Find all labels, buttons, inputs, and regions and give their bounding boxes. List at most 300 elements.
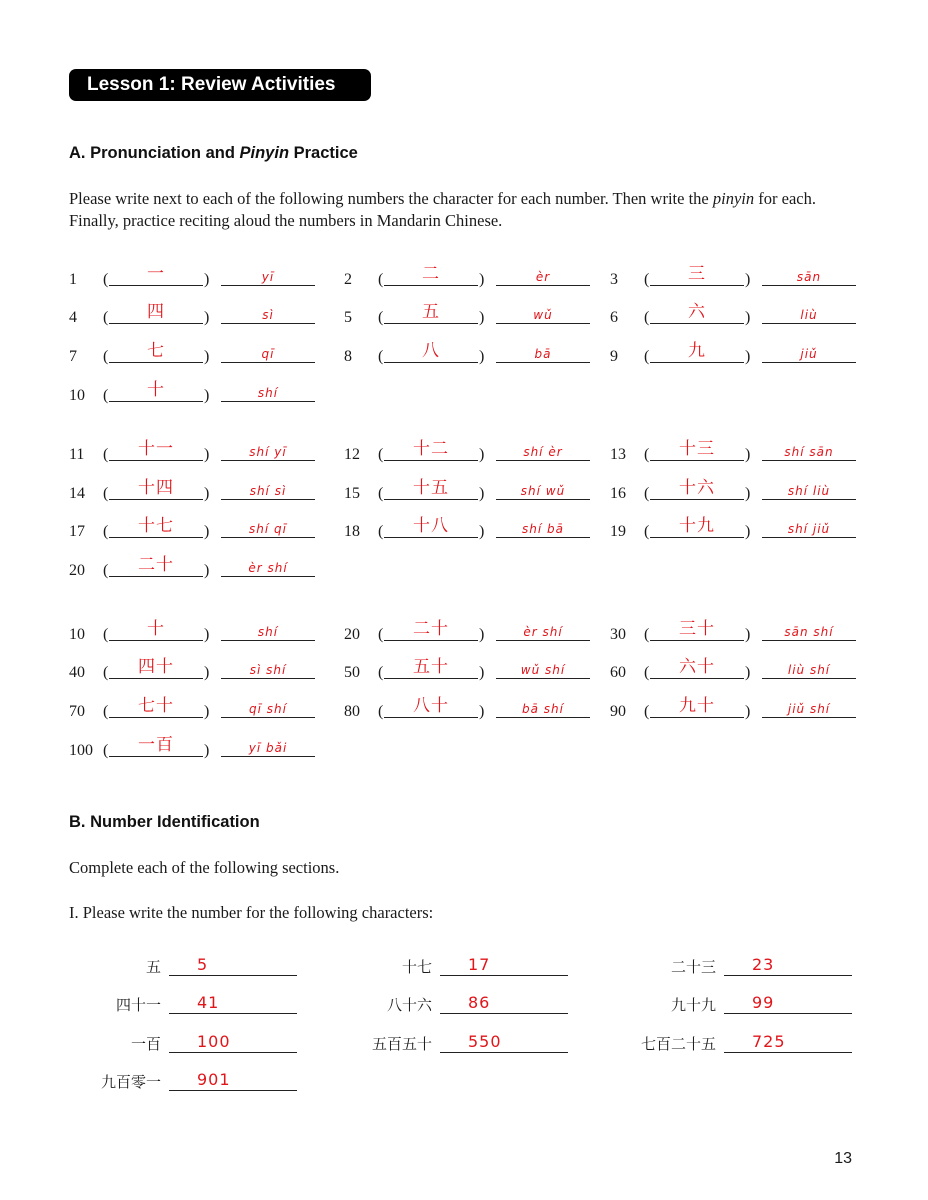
item-number: 8 bbox=[344, 348, 352, 365]
exercise-item bbox=[69, 658, 319, 682]
character-answer-field[interactable] bbox=[384, 696, 478, 718]
character-answer: 十一 bbox=[138, 439, 174, 459]
open-paren: ( bbox=[644, 271, 650, 288]
exercise-item bbox=[610, 517, 860, 541]
open-paren: ( bbox=[103, 626, 109, 643]
character-answer: 十二 bbox=[413, 439, 449, 459]
part-1-label: I. Please write the number for the following characters: bbox=[69, 903, 434, 922]
pinyin-answer: shí jiǔ bbox=[787, 522, 831, 536]
character-answer-field[interactable] bbox=[384, 302, 478, 324]
pinyin-answer: sān bbox=[796, 270, 822, 284]
character-answer: 十四 bbox=[138, 478, 174, 498]
exercise-item bbox=[610, 697, 860, 721]
item-number: 1 bbox=[69, 271, 77, 288]
pinyin-answer-field[interactable] bbox=[221, 439, 315, 461]
chinese-number-prompt: 四十一 bbox=[115, 996, 161, 1014]
pinyin-answer-field[interactable] bbox=[221, 735, 315, 757]
item-number: 13 bbox=[610, 446, 626, 463]
pinyin-answer: liù bbox=[800, 308, 818, 322]
close-paren: ) bbox=[479, 446, 485, 463]
exercise-item bbox=[69, 303, 319, 327]
number-answer: 99 bbox=[752, 993, 775, 1012]
item-number: 70 bbox=[69, 703, 85, 720]
character-answer-field[interactable] bbox=[109, 516, 203, 538]
pinyin-answer: shí èr bbox=[523, 445, 563, 459]
pinyin-answer: sì shí bbox=[249, 663, 287, 677]
chinese-number-prompt: 五百五十 bbox=[371, 1035, 432, 1053]
chinese-number-prompt: 十七 bbox=[401, 958, 432, 976]
character-answer-field[interactable] bbox=[109, 619, 203, 641]
chinese-number-prompt: 九十九 bbox=[670, 996, 716, 1014]
pinyin-answer-field[interactable] bbox=[762, 619, 856, 641]
number-answer-field[interactable] bbox=[724, 990, 852, 1014]
chinese-number-prompt: 五 bbox=[145, 958, 161, 976]
character-answer: 八 bbox=[422, 341, 440, 361]
character-answer-field[interactable] bbox=[384, 439, 478, 461]
character-answer-field[interactable] bbox=[109, 341, 203, 363]
lesson-title: Lesson 1: Review Activities bbox=[87, 74, 336, 95]
close-paren: ) bbox=[745, 446, 751, 463]
close-paren: ) bbox=[204, 703, 210, 720]
pinyin-answer: jiǔ shí bbox=[787, 702, 831, 716]
exercise-item bbox=[344, 658, 594, 682]
pinyin-answer: shí yī bbox=[249, 445, 287, 459]
item-number: 17 bbox=[69, 523, 85, 540]
exercise-item bbox=[69, 697, 319, 721]
character-answer-field[interactable] bbox=[384, 341, 478, 363]
number-answer-field[interactable] bbox=[724, 952, 852, 976]
item-number: 5 bbox=[344, 309, 352, 326]
close-paren: ) bbox=[204, 742, 210, 759]
identification-item bbox=[67, 1068, 297, 1094]
pinyin-answer-field[interactable] bbox=[496, 341, 590, 363]
open-paren: ( bbox=[103, 742, 109, 759]
instructions-part-2: for each. Finally, practice reciting aloud the numbers in Mandarin Chinese. bbox=[69, 189, 816, 230]
character-answer: 八十 bbox=[413, 696, 449, 716]
character-answer: 十八 bbox=[413, 516, 449, 536]
exercise-row bbox=[0, 265, 928, 289]
close-paren: ) bbox=[204, 664, 210, 681]
identification-item bbox=[622, 1030, 852, 1056]
close-paren: ) bbox=[479, 271, 485, 288]
instructions-part-1: Please write next to each of the following numbers the character for each number. Then write the bbox=[69, 189, 713, 208]
item-number: 10 bbox=[69, 387, 85, 404]
character-answer: 一 bbox=[147, 264, 165, 284]
open-paren: ( bbox=[103, 387, 109, 404]
pinyin-answer: qī shí bbox=[249, 702, 287, 716]
open-paren: ( bbox=[103, 664, 109, 681]
number-answer: 41 bbox=[197, 993, 220, 1012]
item-number: 80 bbox=[344, 703, 360, 720]
character-answer-field[interactable] bbox=[384, 657, 478, 679]
pinyin-answer: èr shí bbox=[248, 561, 288, 575]
close-paren: ) bbox=[745, 309, 751, 326]
character-answer: 十九 bbox=[679, 516, 715, 536]
exercise-item bbox=[610, 342, 860, 366]
character-answer: 四 bbox=[147, 302, 165, 322]
exercise-item bbox=[69, 736, 319, 760]
character-answer: 二 bbox=[422, 264, 440, 284]
exercise-item bbox=[69, 381, 319, 405]
close-paren: ) bbox=[479, 664, 485, 681]
pinyin-answer-field[interactable] bbox=[221, 696, 315, 718]
item-number: 20 bbox=[69, 562, 85, 579]
open-paren: ( bbox=[644, 348, 650, 365]
pinyin-answer-field[interactable] bbox=[762, 302, 856, 324]
character-answer-field[interactable] bbox=[109, 380, 203, 402]
character-answer: 十六 bbox=[679, 478, 715, 498]
number-answer: 17 bbox=[468, 955, 491, 974]
number-answer-field[interactable] bbox=[169, 990, 297, 1014]
character-answer: 五 bbox=[422, 302, 440, 322]
pinyin-answer-field[interactable] bbox=[762, 341, 856, 363]
pinyin-answer: shí wǔ bbox=[520, 484, 566, 498]
pinyin-answer: bā bbox=[534, 347, 552, 361]
exercise-item bbox=[69, 342, 319, 366]
identification-item bbox=[338, 991, 568, 1017]
section-a-heading bbox=[69, 144, 358, 163]
open-paren: ( bbox=[103, 309, 109, 326]
character-answer-field[interactable] bbox=[109, 264, 203, 286]
item-number: 10 bbox=[69, 626, 85, 643]
pinyin-answer: shí sì bbox=[249, 484, 287, 498]
open-paren: ( bbox=[378, 348, 384, 365]
pinyin-answer-field[interactable] bbox=[221, 380, 315, 402]
identification-item bbox=[622, 953, 852, 979]
open-paren: ( bbox=[644, 626, 650, 643]
open-paren: ( bbox=[644, 523, 650, 540]
character-answer: 十 bbox=[147, 380, 165, 400]
open-paren: ( bbox=[378, 523, 384, 540]
open-paren: ( bbox=[103, 703, 109, 720]
item-number: 100 bbox=[69, 742, 93, 759]
close-paren: ) bbox=[204, 523, 210, 540]
identification-item bbox=[622, 991, 852, 1017]
pinyin-answer: shí qī bbox=[249, 522, 287, 536]
pinyin-answer: shí liù bbox=[787, 484, 831, 498]
pinyin-answer-field[interactable] bbox=[221, 302, 315, 324]
close-paren: ) bbox=[204, 309, 210, 326]
character-answer-field[interactable] bbox=[109, 657, 203, 679]
exercise-row bbox=[0, 381, 928, 405]
number-answer: 5 bbox=[197, 955, 209, 974]
close-paren: ) bbox=[204, 271, 210, 288]
item-number: 90 bbox=[610, 703, 626, 720]
close-paren: ) bbox=[204, 446, 210, 463]
exercise-item bbox=[610, 658, 860, 682]
section-a-heading-pre: A. Pronunciation and bbox=[69, 144, 240, 162]
item-number: 4 bbox=[69, 309, 77, 326]
pinyin-answer-field[interactable] bbox=[221, 619, 315, 641]
character-answer: 二十 bbox=[138, 555, 174, 575]
character-answer-field[interactable] bbox=[109, 735, 203, 757]
pinyin-answer-field[interactable] bbox=[221, 341, 315, 363]
open-paren: ( bbox=[103, 446, 109, 463]
pinyin-answer: èr bbox=[535, 270, 551, 284]
item-number: 30 bbox=[610, 626, 626, 643]
pinyin-answer: qī bbox=[261, 347, 275, 361]
character-answer: 十七 bbox=[138, 516, 174, 536]
identification-row bbox=[0, 953, 928, 979]
number-answer-field[interactable] bbox=[440, 952, 568, 976]
item-number: 9 bbox=[610, 348, 618, 365]
character-answer-field[interactable] bbox=[650, 657, 744, 679]
pinyin-answer-field[interactable] bbox=[221, 555, 315, 577]
exercise-item bbox=[344, 265, 594, 289]
pinyin-answer-field[interactable] bbox=[496, 302, 590, 324]
character-answer-field[interactable] bbox=[650, 302, 744, 324]
exercise-row bbox=[0, 658, 928, 682]
item-number: 3 bbox=[610, 271, 618, 288]
pinyin-answer: sān shí bbox=[784, 625, 834, 639]
pinyin-answer: shí bbox=[257, 625, 279, 639]
open-paren: ( bbox=[378, 626, 384, 643]
item-number: 60 bbox=[610, 664, 626, 681]
character-answer: 七 bbox=[147, 341, 165, 361]
character-answer: 七十 bbox=[138, 696, 174, 716]
number-answer: 725 bbox=[752, 1032, 786, 1051]
pinyin-answer-field[interactable] bbox=[762, 696, 856, 718]
character-answer-field[interactable] bbox=[109, 302, 203, 324]
exercise-row bbox=[0, 736, 928, 760]
item-number: 15 bbox=[344, 485, 360, 502]
number-answer: 23 bbox=[752, 955, 775, 974]
item-number: 12 bbox=[344, 446, 360, 463]
number-answer-field[interactable] bbox=[169, 1067, 297, 1091]
character-answer: 九 bbox=[688, 341, 706, 361]
identification-row bbox=[0, 1030, 928, 1056]
character-answer: 十 bbox=[147, 619, 165, 639]
pinyin-answer-field[interactable] bbox=[762, 439, 856, 461]
character-answer-field[interactable] bbox=[650, 619, 744, 641]
item-number: 6 bbox=[610, 309, 618, 326]
number-answer: 550 bbox=[468, 1032, 502, 1051]
open-paren: ( bbox=[103, 271, 109, 288]
close-paren: ) bbox=[479, 703, 485, 720]
pinyin-answer-field[interactable] bbox=[762, 657, 856, 679]
character-answer: 一百 bbox=[138, 735, 174, 755]
item-number: 18 bbox=[344, 523, 360, 540]
number-answer-field[interactable] bbox=[169, 952, 297, 976]
character-answer-field[interactable] bbox=[650, 516, 744, 538]
number-answer-field[interactable] bbox=[440, 990, 568, 1014]
exercise-item bbox=[69, 265, 319, 289]
pinyin-answer: wǔ shí bbox=[520, 663, 566, 677]
close-paren: ) bbox=[745, 523, 751, 540]
character-answer-field[interactable] bbox=[109, 478, 203, 500]
open-paren: ( bbox=[103, 562, 109, 579]
identification-item bbox=[67, 991, 297, 1017]
identification-item bbox=[67, 953, 297, 979]
close-paren: ) bbox=[745, 626, 751, 643]
lesson-banner bbox=[69, 69, 371, 101]
character-answer: 九十 bbox=[679, 696, 715, 716]
chinese-number-prompt: 一百 bbox=[130, 1035, 161, 1053]
open-paren: ( bbox=[103, 348, 109, 365]
exercise-item bbox=[344, 479, 594, 503]
close-paren: ) bbox=[479, 309, 485, 326]
exercise-row bbox=[0, 440, 928, 464]
exercise-item bbox=[610, 265, 860, 289]
pinyin-answer-field[interactable] bbox=[221, 657, 315, 679]
pinyin-answer-field[interactable] bbox=[221, 264, 315, 286]
item-number: 11 bbox=[69, 446, 85, 463]
character-answer-field[interactable] bbox=[650, 341, 744, 363]
open-paren: ( bbox=[378, 664, 384, 681]
exercise-item bbox=[344, 303, 594, 327]
pinyin-answer: wǔ bbox=[533, 308, 553, 322]
pinyin-answer-field[interactable] bbox=[221, 516, 315, 538]
pinyin-answer-field[interactable] bbox=[496, 657, 590, 679]
character-answer-field[interactable] bbox=[109, 696, 203, 718]
open-paren: ( bbox=[103, 523, 109, 540]
section-b-instructions: Complete each of the following sections. bbox=[69, 858, 340, 877]
page-number: 13 bbox=[834, 1150, 852, 1167]
item-number: 50 bbox=[344, 664, 360, 681]
exercise-row bbox=[0, 517, 928, 541]
character-answer-field[interactable] bbox=[650, 439, 744, 461]
open-paren: ( bbox=[644, 309, 650, 326]
item-number: 19 bbox=[610, 523, 626, 540]
pinyin-answer: jiǔ bbox=[800, 347, 818, 361]
close-paren: ) bbox=[745, 703, 751, 720]
section-b-heading: B. Number Identification bbox=[69, 813, 260, 831]
exercise-row bbox=[0, 342, 928, 366]
pinyin-answer-field[interactable] bbox=[221, 478, 315, 500]
character-answer: 六十 bbox=[679, 657, 715, 677]
close-paren: ) bbox=[745, 348, 751, 365]
section-a-heading-post: Practice bbox=[289, 144, 358, 162]
pinyin-answer-field[interactable] bbox=[762, 264, 856, 286]
item-number: 16 bbox=[610, 485, 626, 502]
exercise-item bbox=[69, 440, 319, 464]
exercise-item bbox=[610, 479, 860, 503]
exercise-row bbox=[0, 479, 928, 503]
pinyin-answer: shí sān bbox=[784, 445, 834, 459]
pinyin-answer-field[interactable] bbox=[496, 264, 590, 286]
identification-row bbox=[0, 1068, 928, 1094]
exercise-row bbox=[0, 620, 928, 644]
chinese-number-prompt: 九百零一 bbox=[100, 1073, 161, 1091]
open-paren: ( bbox=[378, 271, 384, 288]
character-answer-field[interactable] bbox=[650, 696, 744, 718]
exercise-item bbox=[344, 697, 594, 721]
character-answer-field[interactable] bbox=[384, 619, 478, 641]
close-paren: ) bbox=[204, 626, 210, 643]
character-answer: 三 bbox=[688, 264, 706, 284]
exercise-item bbox=[610, 620, 860, 644]
exercise-row bbox=[0, 303, 928, 327]
pinyin-answer: bā shí bbox=[522, 702, 564, 716]
pinyin-answer: shí bā bbox=[522, 522, 564, 536]
identification-item bbox=[338, 953, 568, 979]
pinyin-answer-field[interactable] bbox=[496, 516, 590, 538]
item-number: 20 bbox=[344, 626, 360, 643]
pinyin-answer-field[interactable] bbox=[496, 619, 590, 641]
exercise-item bbox=[610, 440, 860, 464]
character-answer-field[interactable] bbox=[384, 478, 478, 500]
exercise-item bbox=[69, 517, 319, 541]
exercise-item bbox=[69, 479, 319, 503]
item-number: 7 bbox=[69, 348, 77, 365]
exercise-item bbox=[344, 342, 594, 366]
number-answer: 100 bbox=[197, 1032, 231, 1051]
open-paren: ( bbox=[644, 703, 650, 720]
close-paren: ) bbox=[204, 562, 210, 579]
pinyin-answer: yī bbox=[261, 270, 275, 284]
item-number: 40 bbox=[69, 664, 85, 681]
pinyin-answer: èr shí bbox=[523, 625, 563, 639]
close-paren: ) bbox=[204, 348, 210, 365]
character-answer-field[interactable] bbox=[650, 478, 744, 500]
character-answer: 五十 bbox=[413, 657, 449, 677]
exercise-row bbox=[0, 697, 928, 721]
open-paren: ( bbox=[644, 485, 650, 502]
character-answer: 十三 bbox=[679, 439, 715, 459]
exercise-item bbox=[344, 620, 594, 644]
close-paren: ) bbox=[745, 664, 751, 681]
exercise-item bbox=[344, 440, 594, 464]
close-paren: ) bbox=[745, 271, 751, 288]
number-answer-field[interactable] bbox=[169, 1029, 297, 1053]
exercise-row bbox=[0, 556, 928, 580]
chinese-number-prompt: 七百二十五 bbox=[640, 1035, 716, 1053]
item-number: 2 bbox=[344, 271, 352, 288]
number-answer: 86 bbox=[468, 993, 491, 1012]
open-paren: ( bbox=[378, 703, 384, 720]
pinyin-answer: sì bbox=[262, 308, 274, 322]
number-answer-field[interactable] bbox=[724, 1029, 852, 1053]
identification-item bbox=[67, 1030, 297, 1056]
close-paren: ) bbox=[204, 387, 210, 404]
character-answer: 二十 bbox=[413, 619, 449, 639]
exercise-item bbox=[69, 620, 319, 644]
pinyin-answer-field[interactable] bbox=[496, 696, 590, 718]
character-answer-field[interactable] bbox=[384, 264, 478, 286]
exercise-item bbox=[344, 517, 594, 541]
close-paren: ) bbox=[479, 523, 485, 540]
character-answer-field[interactable] bbox=[109, 439, 203, 461]
pinyin-answer: shí bbox=[257, 386, 279, 400]
identification-row bbox=[0, 991, 928, 1017]
open-paren: ( bbox=[378, 309, 384, 326]
close-paren: ) bbox=[479, 348, 485, 365]
chinese-number-prompt: 二十三 bbox=[670, 958, 716, 976]
pinyin-answer-field[interactable] bbox=[496, 439, 590, 461]
pinyin-answer: yī bǎi bbox=[248, 741, 288, 755]
character-answer: 四十 bbox=[138, 657, 174, 677]
character-answer-field[interactable] bbox=[650, 264, 744, 286]
section-a-heading-italic: Pinyin bbox=[239, 144, 290, 162]
open-paren: ( bbox=[644, 446, 650, 463]
pinyin-answer-field[interactable] bbox=[496, 478, 590, 500]
number-answer: 901 bbox=[197, 1070, 231, 1089]
character-answer-field[interactable] bbox=[109, 555, 203, 577]
open-paren: ( bbox=[644, 664, 650, 681]
open-paren: ( bbox=[103, 485, 109, 502]
section-a-instructions bbox=[69, 188, 859, 232]
character-answer-field[interactable] bbox=[384, 516, 478, 538]
number-answer-field[interactable] bbox=[440, 1029, 568, 1053]
open-paren: ( bbox=[378, 446, 384, 463]
pinyin-answer-field[interactable] bbox=[762, 516, 856, 538]
exercise-item bbox=[610, 303, 860, 327]
close-paren: ) bbox=[745, 485, 751, 502]
pinyin-answer-field[interactable] bbox=[762, 478, 856, 500]
identification-item bbox=[338, 1030, 568, 1056]
close-paren: ) bbox=[204, 485, 210, 502]
exercise-item bbox=[69, 556, 319, 580]
